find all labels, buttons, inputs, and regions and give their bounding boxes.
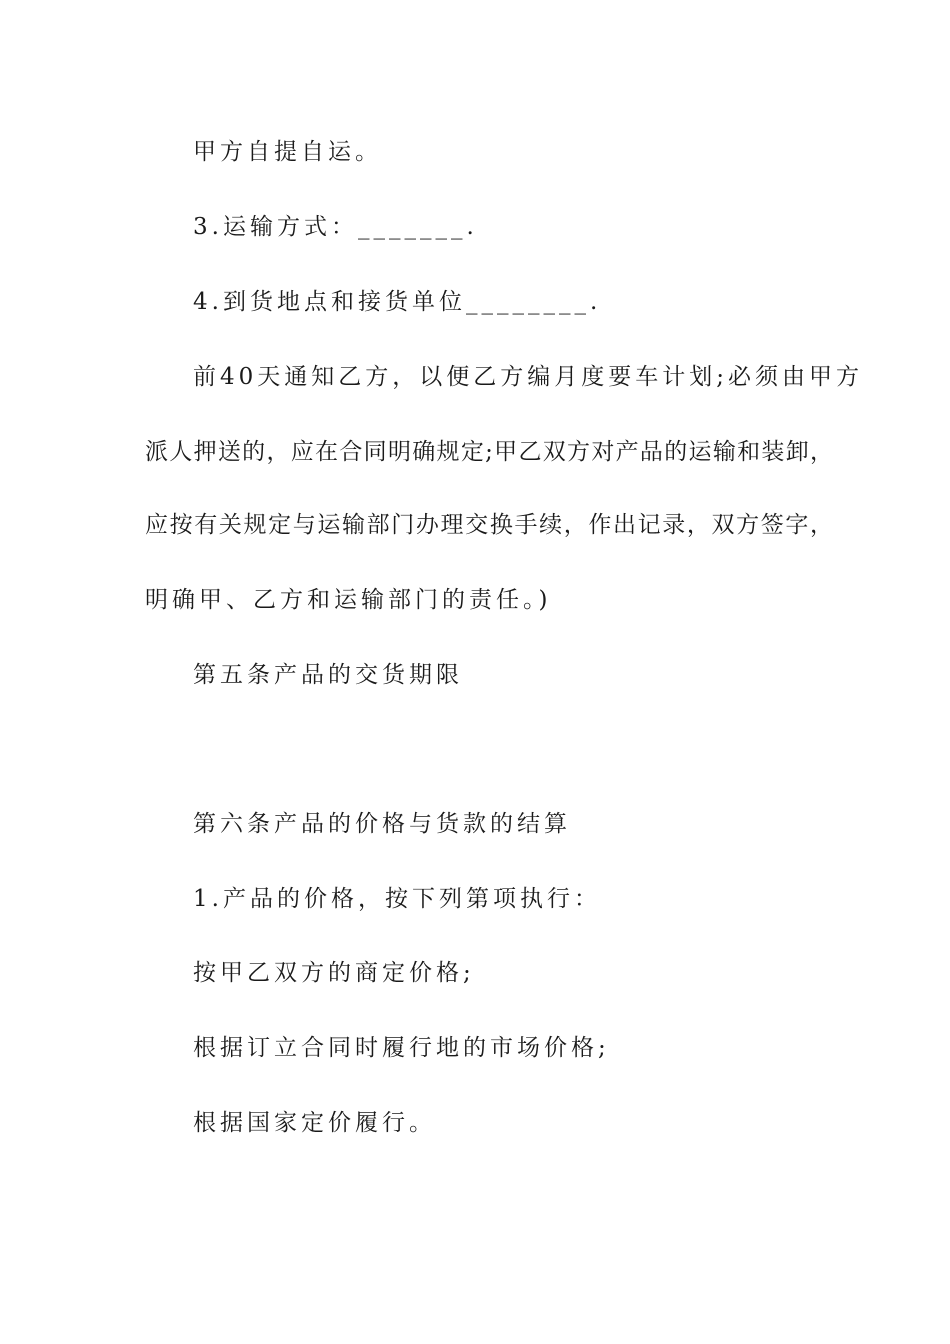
paragraph-delivery-location: 4.到货地点和接货单位________. — [193, 289, 602, 315]
paragraph-notice-line-1: 前40天通知乙方，以便乙方编月度要车计划;必须由甲方 — [193, 364, 864, 390]
paragraph-state-price: 根据国家定价履行。 — [193, 1110, 436, 1136]
paragraph-transport-method: 3.运输方式：_______. — [193, 214, 478, 240]
paragraph-notice-line-3: 应按有关规定与运输部门办理交换手续，作出记录，双方签字， — [145, 512, 833, 538]
paragraph-negotiated-price: 按甲乙双方的商定价格; — [193, 960, 475, 986]
paragraph-notice-line-2: 派人押送的，应在合同明确规定;甲乙双方对产品的运输和装卸， — [145, 439, 833, 465]
article-5-heading: 第五条产品的交货期限 — [193, 662, 463, 688]
paragraph-notice-line-4: 明确甲、乙方和运输部门的责任。) — [145, 587, 552, 613]
paragraph-market-price: 根据订立合同时履行地的市场价格; — [193, 1035, 610, 1061]
paragraph-price-item-1: 1.产品的价格，按下列第项执行： — [193, 886, 601, 912]
article-6-heading: 第六条产品的价格与货款的结算 — [193, 811, 571, 837]
paragraph-self-pickup: 甲方自提自运。 — [193, 139, 382, 165]
